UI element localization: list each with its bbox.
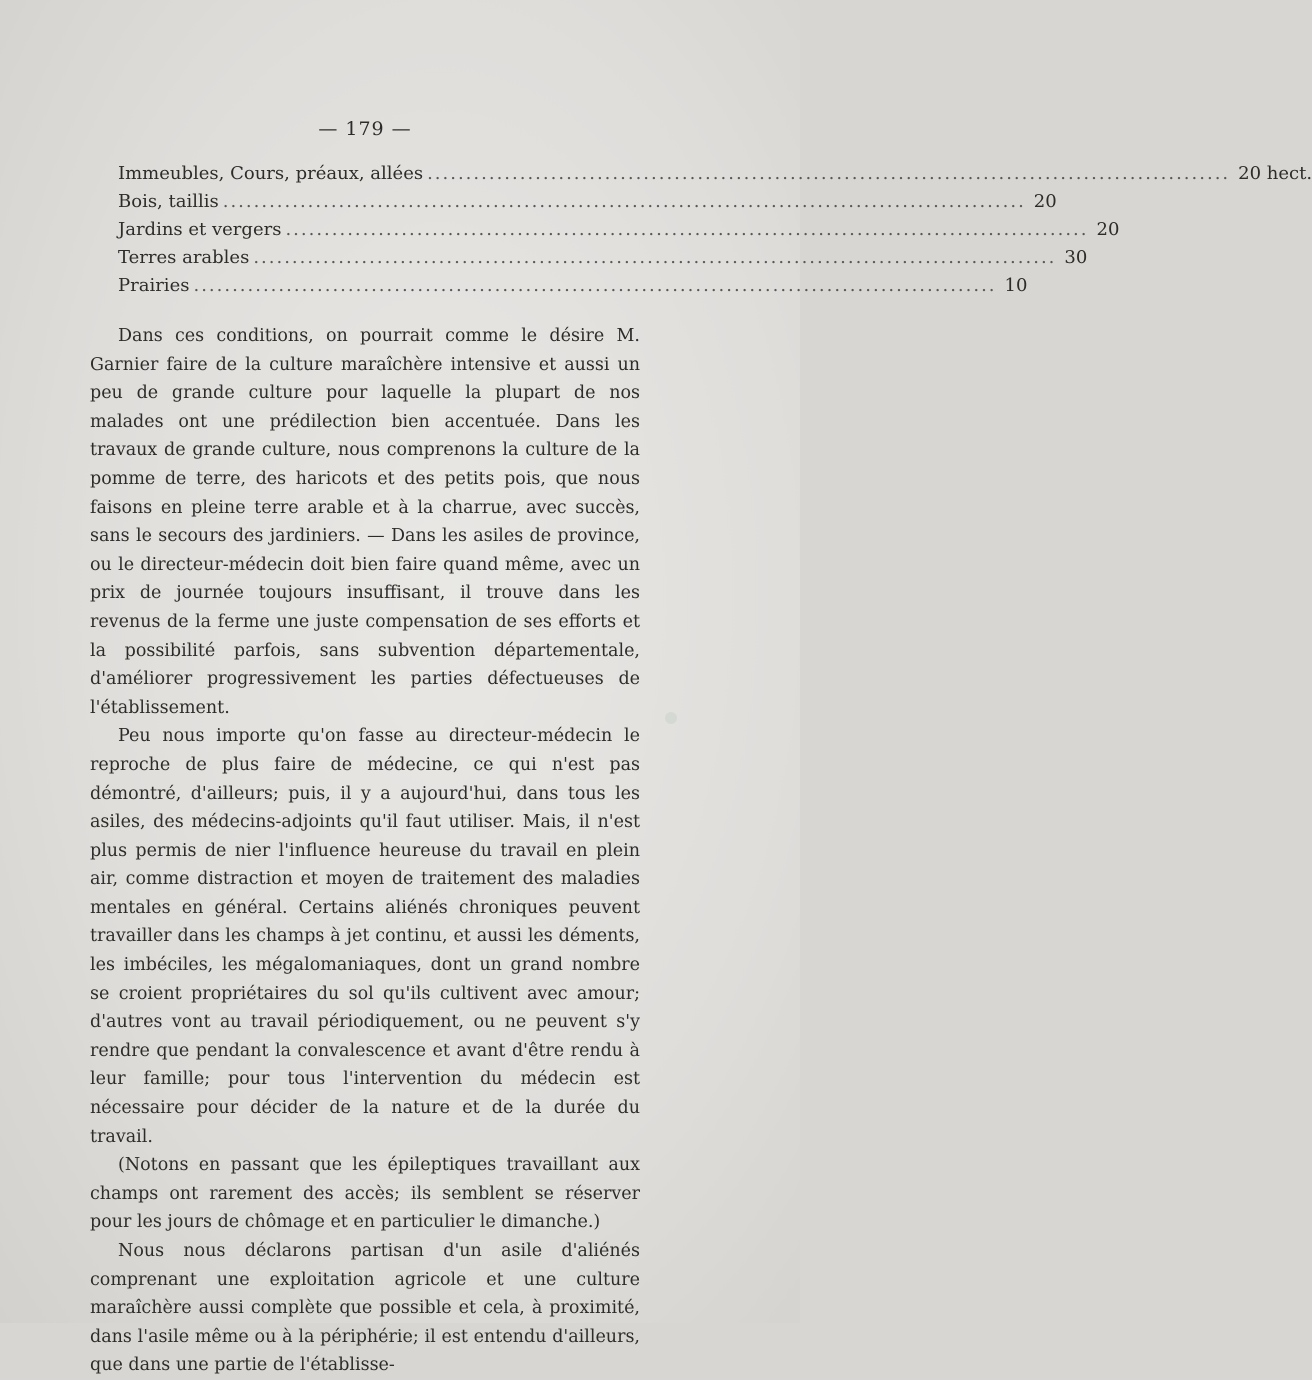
leader-dots [427, 163, 1230, 184]
table-row-value: 30 [1064, 247, 1088, 268]
table-row-label: Prairies [118, 275, 190, 296]
table-row-label: Bois, taillis [118, 191, 219, 212]
paragraph: Peu nous importe qu'on fasse au directeur-médecin le reproche de plus faire de médecine, ce qui n'est pas démontré, d'ailleurs; puis, il y a aujourd'hui, dans tous les asiles, des médecins-adjoints qu'il faut utiliser. Mais, il n'est plus permis de nier l'influence heureuse du travail en plein air, comme distraction et moyen de traitement des maladies mentales en général. Certains aliénés chroniques peuvent travailler dans les champs à jet continu, et aussi les déments, les imbéciles, les mégalomaniaques, dont un grand nombre se croient propriétaires du sol qu'ils cultivent avec amour; d'autres vont au travail périodiquement, ou ne peuvent s'y rendre que pendant la convalescence et avant d'être rendu à leur famille; pour tous l'intervention du médecin est nécessaire pour décider de la nature et de la durée du travail. [90, 726, 640, 1147]
table-row-value: 20 [1033, 191, 1057, 212]
paragraph: (Notons en passant que les épileptiques travaillant aux champs ont rarement des accès; ils semblent se réserver pour les jours de chômage et en particulier le dimanche.) [90, 1155, 640, 1233]
table-row-label: Immeubles, Cours, préaux, allées [118, 163, 424, 184]
table-row-value: 20 [1096, 219, 1120, 240]
table-row-label: Jardins et vergers [118, 219, 282, 240]
table-row-value: 20 hect. [1238, 163, 1312, 184]
leader-dots [223, 191, 1026, 212]
leader-dots [285, 219, 1088, 240]
leader-dots [253, 247, 1056, 268]
table-row-value: 10 [1004, 275, 1028, 296]
table-row [118, 191, 1057, 219]
paper-stain [665, 712, 677, 724]
paragraph: Nous nous déclarons partisan d'un asile d'aliénés comprenant une exploitation agricole et une culture maraîchère aussi complète que possible et cela, à proximité, dans l'asile même ou à la périphérie; il est entendu d'ailleurs, que dans une partie de l'établisse- [90, 1241, 640, 1376]
table-row [118, 247, 1088, 275]
land-area-table [118, 163, 1312, 303]
table-row [118, 275, 1028, 303]
paragraph: Dans ces conditions, on pourrait comme le désire M. Garnier faire de la culture maraîchère intensive et aussi un peu de grande culture pour laquelle la plupart de nos malades ont une prédilection bien accentuée. Dans les travaux de grande culture, nous comprenons la culture de la pomme de terre, des haricots et des petits pois, que nous faisons en pleine terre arable et à la charrue, avec succès, sans le secours des jardiniers. — Dans les asiles de province, ou le directeur-médecin doit bien faire quand même, avec un prix de journée toujours insuffisant, il trouve dans les revenus de la ferme une juste compensation de ses efforts et la possibilité parfois, sans subvention départementale, d'améliorer progressivement les parties défectueuses de l'établissement. [90, 326, 640, 718]
table-row-label: Terres arables [118, 247, 250, 268]
leader-dots [193, 275, 996, 296]
body-text [90, 322, 640, 1380]
page-number: — 179 — [318, 118, 412, 140]
table-row [118, 219, 1120, 247]
table-row [118, 163, 1312, 191]
